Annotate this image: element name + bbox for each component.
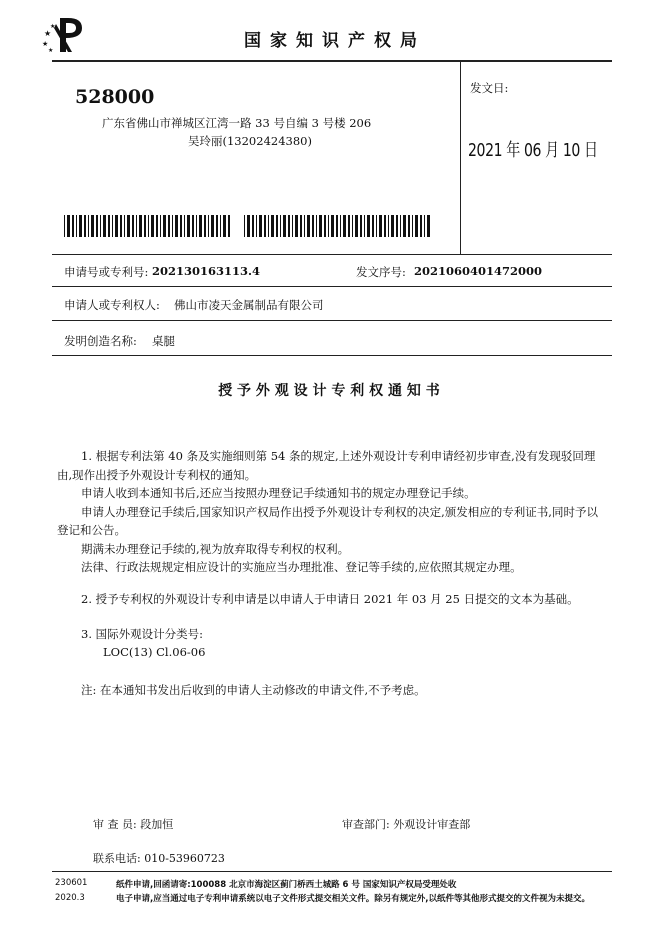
barcode-bar — [268, 215, 269, 237]
applicant-name: 佛山市凌天金属制品有限公司 — [174, 298, 324, 312]
barcode-right — [244, 215, 430, 237]
barcode-bar — [79, 215, 82, 237]
barcode-bar — [223, 215, 226, 237]
barcode-bar — [276, 215, 278, 237]
barcode-bar — [319, 215, 322, 237]
barcode-bar — [376, 215, 377, 237]
footer-electronic-instructions: 电子申请,应当通过电子专利申请系统以电子文件形式提交相关文件。除另有规定外,以纸件等其他形式提交的文件视为未提交。 — [116, 894, 590, 904]
classification-code: LOC(13) Cl.06-06 — [103, 645, 206, 659]
barcode-bar — [340, 215, 341, 237]
invention-title-label: 发明创造名称: — [64, 334, 137, 348]
examiner: 审 查 员: 段加恒 — [93, 818, 174, 831]
barcode-bar — [67, 215, 70, 237]
barcode-bar — [304, 215, 305, 237]
notice-body — [57, 447, 609, 577]
barcode-bar — [400, 215, 401, 237]
paragraph-2: 2. 授予专利权的外观设计专利申请是以申请人于申请日 2021 年 03 月 25 日提交的文本为基础。 — [81, 592, 579, 606]
header-rule — [52, 60, 612, 62]
barcode-bar — [336, 215, 338, 237]
barcode-bar — [300, 215, 302, 237]
field-rule-1 — [52, 286, 612, 287]
barcode-bar — [208, 215, 209, 237]
barcode-bar — [367, 215, 370, 237]
barcode-bar — [112, 215, 113, 237]
svg-text:★: ★ — [50, 23, 56, 30]
barcode-bar — [160, 215, 161, 237]
issue-date: 2021 年 06 月 10 日 — [468, 140, 598, 161]
barcode-bar — [151, 215, 154, 237]
field-rule-2 — [52, 320, 612, 321]
barcode-bar — [187, 215, 190, 237]
barcode-bar — [424, 215, 425, 237]
barcode-bar — [100, 215, 101, 237]
barcode-bar — [343, 215, 346, 237]
office-name: 国家知识产权局 — [244, 31, 426, 51]
application-number: 202130163113.4 — [152, 264, 261, 278]
barcode-bar — [283, 215, 286, 237]
barcode-bar — [364, 215, 365, 237]
barcode-bar — [403, 215, 406, 237]
notice-title: 授 予 外 观 设 计 专 利 权 通 知 书 — [218, 383, 440, 399]
barcode-bar — [76, 215, 77, 237]
paragraph-1b: 申请人办理登记手续后,国家知识产权局作出授予外观设计专利权的决定,颁发相应的专利证书,同时予以登记和公告。 — [57, 504, 598, 537]
applicant-label: 申请人或专利权人: — [64, 298, 160, 312]
paragraph-1d: 法律、行政法规规定相应设计的实施应当办理批准、登记等手续的,应依照其规定办理。 — [81, 560, 522, 574]
barcode-bar — [307, 215, 310, 237]
barcode-bar — [220, 215, 221, 237]
paragraph-1c: 期满未办理登记手续的,视为放弃取得专利权的权利。 — [81, 541, 350, 556]
footer-rule — [52, 871, 612, 872]
barcode-bar — [148, 215, 149, 237]
recipient-address: 广东省佛山市禅城区江湾一路 33 号自编 3 号楼 206 — [102, 116, 372, 130]
barcode-bar — [331, 215, 334, 237]
barcode-bar — [324, 215, 326, 237]
barcode-bar — [412, 215, 413, 237]
field-rule-3 — [52, 355, 612, 356]
cnipa-logo — [42, 14, 98, 56]
barcode-bar — [88, 215, 89, 237]
serial-number: 2021060401472000 — [414, 264, 543, 278]
barcode-bar — [391, 215, 394, 237]
barcode-bar — [252, 215, 254, 237]
barcode-bar — [264, 215, 266, 237]
barcode-bar — [211, 215, 214, 237]
barcode-bar — [355, 215, 358, 237]
barcode-bar — [192, 215, 194, 237]
svg-text:★: ★ — [42, 40, 49, 48]
barcode-bar — [103, 215, 106, 237]
barcode-bar — [228, 215, 230, 237]
barcode-bar — [352, 215, 353, 237]
invention-title: 桌腿 — [152, 334, 175, 348]
barcode-bar — [348, 215, 350, 237]
barcode-bar — [256, 215, 257, 237]
barcode-bar — [259, 215, 262, 237]
barcode-bar — [132, 215, 134, 237]
date-column-divider — [460, 62, 461, 254]
paragraph-3: 3. 国际外观设计分类号: — [81, 627, 204, 641]
barcode-bar — [96, 215, 98, 237]
barcode-bar — [295, 215, 298, 237]
barcode-bar — [316, 215, 317, 237]
postcode: 528000 — [75, 86, 155, 108]
barcode-bar — [312, 215, 314, 237]
paragraph-1: 1. 根据专利法第 40 条及实施细则第 54 条的规定,上述外观设计专利申请经初步审查,没有发现驳回理由,现作出授予外观设计专利权的通知。 — [57, 449, 596, 482]
barcode-bar — [124, 215, 125, 237]
barcode-bar — [72, 215, 74, 237]
barcode-bar — [120, 215, 122, 237]
barcode-bar — [127, 215, 130, 237]
barcode-bar — [247, 215, 250, 237]
barcode-bar — [184, 215, 185, 237]
barcode-bar — [108, 215, 110, 237]
barcode-bar — [216, 215, 218, 237]
barcode-bar — [415, 215, 418, 237]
barcode-bar — [384, 215, 386, 237]
barcode-bar — [199, 215, 202, 237]
address-rule — [52, 254, 612, 255]
contact-phone: 联系电话: 010-53960723 — [93, 852, 225, 865]
recipient-contact: 吴玲丽(13202424380) — [188, 134, 312, 148]
barcode-bar — [388, 215, 389, 237]
footer-paper-instructions: 纸件申请,回函请寄:100088 北京市海淀区蓟门桥西土城路 6 号 国家知识产权局受理处收 — [116, 880, 457, 890]
note: 注: 在本通知书发出后收到的申请人主动修改的申请文件,不予考虑。 — [81, 683, 426, 697]
barcode-bar — [91, 215, 94, 237]
form-version: 2020.3 — [55, 893, 85, 903]
barcode-bar — [175, 215, 178, 237]
paragraph-1a: 申请人收到本通知书后,还应当按照办理登记手续通知书的规定办理登记手续。 — [81, 486, 476, 500]
barcode-bar — [396, 215, 398, 237]
barcode-bar — [168, 215, 170, 237]
barcode-bar — [115, 215, 118, 237]
svg-text:★: ★ — [44, 29, 52, 38]
examination-department: 审查部门: 外观设计审查部 — [342, 818, 471, 831]
barcode-bar — [292, 215, 293, 237]
barcode-left — [64, 215, 232, 237]
barcode-bar — [64, 215, 65, 237]
barcode-bar — [244, 215, 245, 237]
barcode-bar — [427, 215, 430, 237]
barcode-bar — [328, 215, 329, 237]
barcode-bar — [271, 215, 274, 237]
barcode-bar — [163, 215, 166, 237]
barcode-bar — [84, 215, 86, 237]
barcode-bar — [196, 215, 197, 237]
barcode-bar — [139, 215, 142, 237]
issue-date-label: 发文日: — [470, 81, 509, 95]
serial-number-label: 发文序号: — [356, 265, 406, 279]
barcode-bar — [372, 215, 374, 237]
application-number-label: 申请号或专利号: — [64, 265, 149, 279]
barcode-bar — [204, 215, 206, 237]
barcode-bar — [172, 215, 173, 237]
barcode-bar — [408, 215, 410, 237]
form-code: 230601 — [55, 878, 88, 888]
barcode-bar — [379, 215, 382, 237]
svg-text:★: ★ — [48, 47, 54, 54]
barcode-bar — [156, 215, 158, 237]
barcode-bar — [136, 215, 137, 237]
barcode-bar — [280, 215, 281, 237]
barcode-bar — [420, 215, 422, 237]
barcode-bar — [180, 215, 182, 237]
barcode-bar — [360, 215, 362, 237]
barcode-bar — [144, 215, 146, 237]
barcode-bar — [288, 215, 290, 237]
